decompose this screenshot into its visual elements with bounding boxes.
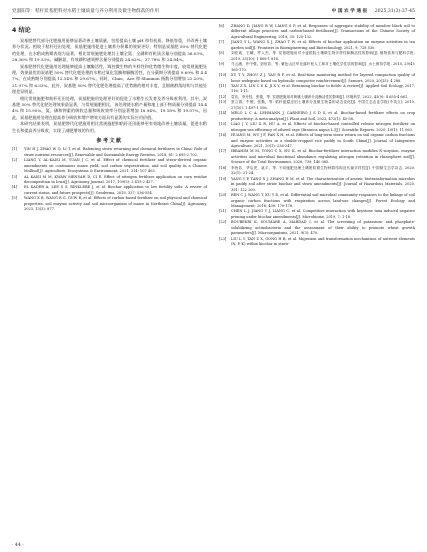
reference-item (219, 209, 415, 220)
left-column (12, 24, 207, 213)
reference-number: [19] (219, 176, 227, 181)
reference-text: JIANG Y L, WANG X J, ZHAO T W, et al. Effects of biochar application on enzyme activities in tea garden soil[J]. Frontiers in Bioengineering and Biotechnology, 2021, 9: 728 530. (231, 40, 415, 50)
reference-number: [2] (12, 158, 18, 163)
reference-number: [8] (219, 51, 225, 56)
reference-text: 蔡立群，牛俊，张勤，等. 秸秆促腐还田土壤养分及微生物量的动态变化[J]. 中国生态农业学报(中英文), 2019, 27(10): 1 497-1 506. (231, 100, 415, 110)
conclusion-paragraph: 炭基肥替代化肥施用处理能够提高土壤酶活性，调控微生物的多样性和优势微生物丰度，较常规施肥处理，效果最优的炭基肥 50% 替代化肥处理的水稻过氧化氢酶和脲酶活性，在分蘖期分别提高 9.69% 和 4.47%，在成熟期分别提高 12.14% 和 29.67%。同时，Chao、Ace 和 Shannon 指数分别增加 22.20%、21.97% 和 6.33%。此外，炭基肥 50% 替代化肥处理提高了优势菌的相对丰度，且细菌群落结构与其他处理差异明显。 (12, 63, 207, 94)
reference-item (219, 166, 415, 177)
header-issue: 2025,31(3):37-45 (374, 9, 415, 14)
reference-item (219, 111, 415, 122)
reference-number: [18] (219, 165, 227, 170)
reference-item (219, 177, 415, 193)
reference-number: [3] (12, 174, 18, 179)
reference-text: 马云涵，许中强，彭世彩，等. 紫色山区华北落叶松人工林对土壤化学性质的影响[J]. 水土保持学报, 2015, 29(4): 165-170. (231, 62, 415, 72)
reference-text: XU T Y, ZHOU Z J, YAN R F, et al. Real-time monitoring method for layered compaction quality of loose widegrate based on hydraulic compactor reinforcement[J]. Sensors, 2020, 20(15): 4 288. (231, 73, 415, 83)
reference-text: LIU L Y, TAN Z X, GONG H B, et al. Migration and transformation mechanisms of nutrient elements (N, P, K) within biochar in straw- (231, 236, 415, 247)
reference-text: 刘佳欢，王曦，罗人杰，等. 炭基肥施用对小麦根际土壤微生物多样性和酶活性的影响[J]. 植物营养与肥料学报, 2019, 25(10): 1 808-1 816. (231, 51, 415, 61)
reference-text: YIN H J, ZHAO W Q, LI T, et al. Balancing straw returning and chemical fertilizers in China: Role of straw nutrient resources[J]. Renewable and Sustainable Energy Reviews, 2018, 81: 2 695-2 702. (24, 147, 207, 157)
reference-text: CHEN L J, JIANG Y J, LIANG C, et al. Competitive interaction with keystone taxa induced negative priming under biochar amendments[J]. Microbiome, 2019, 7: 1-18. (231, 209, 415, 219)
reference-text: EL KADER A, LEE S S, RINKLEBE J, et al. Biochar application to low fertility soils: A review of current status, and future prospects[J]. Geoderma, 2019, 337: 536-554. (24, 185, 207, 195)
reference-item (12, 147, 207, 158)
reference-text: REN C J, WANG T, XU Y D, et al. Differential soil microbial community responses to the linkage of soil organic carbon fractions with respiration across land-use changes[J]. Forest Ecology and Management, 2018, 409: 170-178. (231, 193, 415, 208)
reference-item (219, 149, 415, 165)
reference-number: [5] (12, 196, 18, 201)
reference-item (219, 40, 415, 51)
reference-text: TAN Z X, LIN C S K, JI X Y, et al. Returning biochar to fields: A review[J]. Applied Soil Ecology, 2017, 116: 1-11. (231, 83, 415, 94)
reference-number: [13] (219, 100, 227, 105)
reference-text: BOUBEKRI K, SOUMARE A, MARDAD I, et al. The screening of potassium- and phosphate-solubilizing actinobacteria and the assessment of their ability to promote wheat growth parameters[J]. Microorganisms, 2021, 9(3): 470. (231, 220, 415, 236)
reference-item (12, 196, 207, 212)
reference-item (12, 185, 207, 196)
right-column (219, 24, 415, 248)
reference-number: [11] (219, 83, 227, 88)
reference-number: [22] (219, 220, 227, 225)
reference-number: [6] (219, 24, 225, 28)
reference-item (219, 24, 415, 40)
conclusion-paragraph: 炭基肥替代部分化肥施用能够显著改善土壤质量，包括提高土壤 pH 和有机质，降低容重，并改善土壤养分状况。相较于秸秆还田处理，炭基肥施用促进土壤养分积累的效果更好，特别是炭基肥 50% 替代化肥的处理，在水稻成熟期表现为显著，相比常规施肥处理其土壤全氮、全磷和有机质含量分别提高 36.03%、28.36% 和 19.53%，碱解氮、有效磷和速效钾含量分别提高 24.62%、37.78% 和 24.84%。 (12, 38, 207, 62)
reference-number: [1] (12, 147, 18, 152)
reference-number: [20] (219, 193, 227, 198)
reference-text: LIAO J Y, LIU X R, HU A, et al. Effects of biochar-based controlled release nitrogen fertilizer on nitrogen-use efficiency of oilseed rape (Brassica napus L.)[J]. Scientific Reports, 2020, 10(1): 11 063. (231, 122, 415, 132)
reference-text: 李皆彩，华启虎，莫平，等. 不同施肥处理土壤团粒微生物种群结构及代谢多样性[J]. 中国微生态学杂志, 2020, 32(1): 21-24. (231, 165, 415, 176)
reference-item (219, 73, 415, 84)
reference-item (219, 220, 415, 236)
reference-number: [16] (219, 133, 227, 138)
reference-item (12, 158, 207, 174)
reference-number: [4] (12, 185, 18, 190)
header-article-title: 党淑阳等：秸秆炭基肥料对水稻土壤质量与养分利用及微生物群落的作用 (12, 9, 160, 14)
reference-number: [15] (219, 122, 227, 127)
reference-number: [12] (219, 94, 227, 99)
running-header (12, 6, 415, 19)
reference-text: MELO L C A, LEHMANN J, CARNEIRO J S D S, et al. Biochar-based fertilizer effects on crop productivity: A meta-analysis[J]. Plant and Soil, 2022, 472(1): 45-58. (231, 111, 415, 121)
page-number: · 44 · (12, 543, 24, 548)
reference-item (219, 62, 415, 73)
references-list-right (219, 24, 415, 248)
reference-text: YANG Y P, TANG X J, ZHANG H M, et al. The characterization of arsenic biotransformation microbes in paddy soil after straw biochar and straw amendments[J]. Journal of Hazardous Materials, 2020, 391: 122 200. (231, 176, 415, 192)
reference-item (219, 100, 415, 111)
conclusion-paragraph: 相比常规施肥和秸秆还田处理，炭基肥施用处理更好的促进了水稻生长发育及养分吸收利用，其中，炭基肥 50% 替代化肥处理效果最显著，与常规施肥相比，该处理使水稻产量和地上部干物质量分别提高 14.44% 和 15.95%，氮、磷和钾素的吸收总量和吸收效率分别显著增加 18.94%、19.18% 和 19.07%，因此，炭基肥施用处理在提高养分吸收和增产增效方面具有显著的实际应用价值。 (12, 95, 207, 120)
reference-text: 袁访，李开钰，张德，等. 炭基肥施用对黄壤土壤养分及酶活性的影响[J]. 环境科学, 2022, 43(9): 4 655-4 661. (231, 94, 409, 99)
section-title: 4 结论 (12, 27, 31, 34)
references-list-left (12, 147, 207, 212)
conclusion-paragraph: 本研究结果表明，炭基肥替代化肥施用相比常规施肥和秸秆还田能够更有效地改善土壤质量，促进水稻生长和提高养分吸收，实现了减肥增效的作用。 (12, 121, 207, 133)
reference-text: IBRAHIM M M, TONG C X, HU K, et al. Biochar-fertilizer interaction modifies N-sorption, enzyme activities and microbial functional abundance regulating nitrogen retention in rhizosphere soil[J]. Science of the Total Environment, 2020, 739: 140 065. (231, 149, 415, 165)
reference-number: [21] (219, 209, 227, 214)
reference-item (219, 84, 415, 95)
reference-number: [9] (219, 62, 225, 67)
reference-item (219, 133, 415, 149)
reference-item (219, 122, 415, 133)
reference-text: WANG X R, WANG R G, GUW R, et al. Effects of carbon-based fertilizer on soil physical and chemical properties, soil enzyme activity and soil microorganism of maize in Northeast China[J]. Agronomy, 2023, 13(3): 877. (24, 196, 207, 212)
reference-text: HUANG M, WU J F, PAN X H, et al. Effects of long-term straw return on soil organic carbon fractions and enzyme activities in a double-cropped rice paddy in South China[J]. Journal of Integrative Agriculture, 2021, 20(1): 236-247. (231, 133, 415, 148)
references-title: 参考文献 (96, 137, 123, 144)
reference-text: LIANG Y, AL-KAISI M, YUAN J C, et al. Effect of chemical fertilizer and straw-derived organic amendments on continuous maize yield, soil carbon sequestration, and soil quality in a Chinese Mollisol[J]. Agriculture, Ecosystems & Environment, 2021, 314: 107 403. (24, 158, 207, 174)
header-journal-name: 中 国 农 学 通 报 (331, 9, 368, 14)
reference-text: ZHANG D, JIANG B W, LIANG S P, et al. Responses of aggregate stability of meadow black soil to different tillage practices and carbon-based fertilizers[J]. Transactions of the Chinese Society of Agricultural Engineering, 2019, 35: 125-132. (231, 24, 415, 39)
reference-number: [7] (219, 40, 225, 45)
header-journal-info (332, 6, 415, 18)
reference-item (219, 51, 415, 62)
reference-number: [10] (219, 73, 227, 78)
reference-item (12, 175, 207, 186)
reference-number: [23] (219, 236, 227, 241)
reference-item (219, 193, 415, 209)
reference-number: [17] (219, 149, 227, 154)
reference-number: [14] (219, 111, 227, 116)
reference-text: AL KAISI M M, KWAW MENSAH D, CI E. Effect of nitrogen fertilizer application on corn residue decomposition in Iowa[J]. Agronomy Journal, 2017, 109(5): 2 415-2 427. (24, 174, 207, 184)
reference-item (219, 237, 415, 248)
